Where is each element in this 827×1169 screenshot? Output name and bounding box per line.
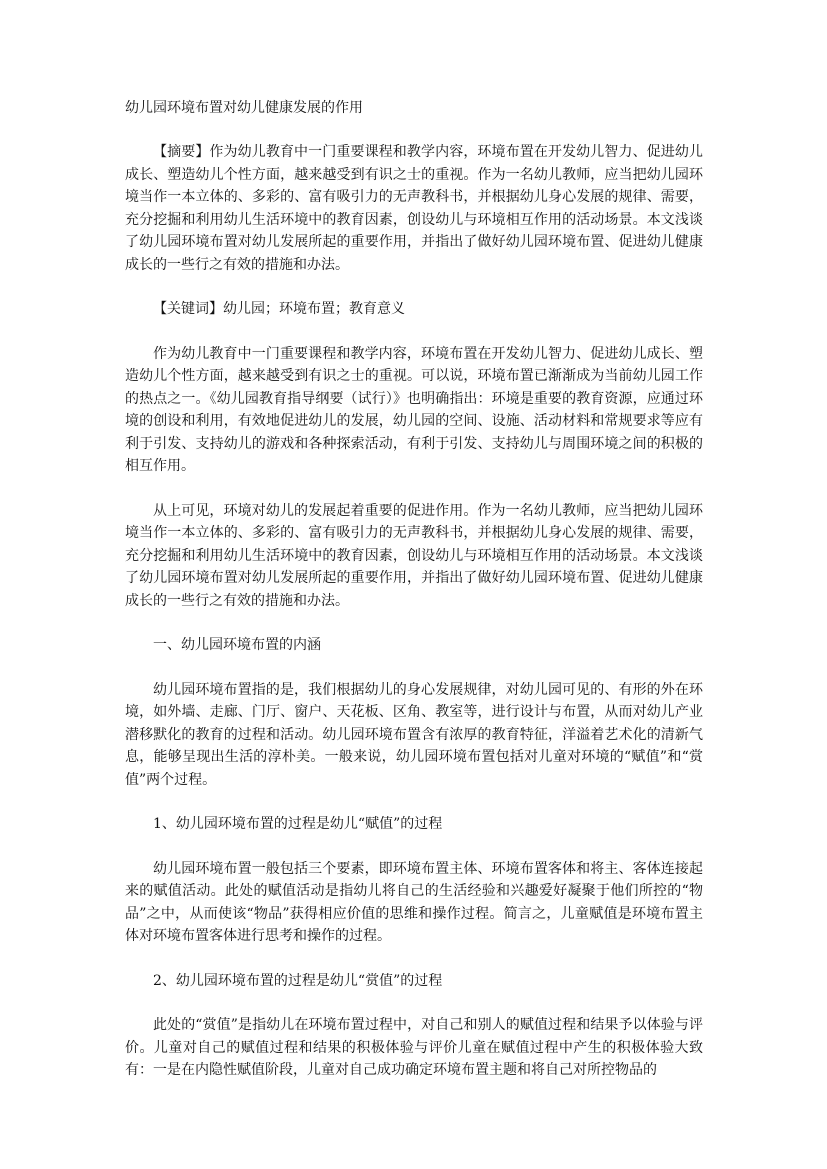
body-paragraph: 此处的“赏值”是指幼儿在环境布置过程中，对自己和别人的赋值过程和结果予以体验与评价。儿童对自己的赋值过程和结果的积极体验与评价儿童在赋值过程中产生的积极体验大致有：一是在内隐性赋值阶段，儿童对自己成功确定环境布置主题和将自己对所控物品的 xyxy=(125,1017,703,1078)
document-title: 幼儿园环境布置对幼儿健康发展的作用 xyxy=(125,100,363,116)
abstract-paragraph: 【摘要】作为幼儿教育中一门重要课程和教学内容，环境布置在开发幼儿智力、促进幼儿成长、塑造幼儿个性方面，越来越受到有识之士的重视。作为一名幼儿教师，应当把幼儿园环境当作一本立体的、多彩的、富有吸引力的无声教科书，并根据幼儿身心发展的规律、需要，充分挖掘和利用幼儿生活环境中的教育因素，创设幼儿与环境相互作用的活动场景。本文浅谈了幼儿园环境布置对幼儿发展所起的重要作用，并指出了做好幼儿园环境布置、促进幼儿健康成长的一些行之有效的措施和办法。 xyxy=(125,144,703,273)
body-paragraph: 幼儿园环境布置指的是，我们根据幼儿的身心发展规律，对幼儿园可见的、有形的外在环境，如外墙、走廊、门厅、窗户、天花板、区角、教室等，进行设计与布置，从而对幼儿产业潜移默化的教育的过程和活动。幼儿园环境布置含有浓厚的教育特征，洋溢着艺术化的清新气息，能够呈现出生活的淳朴美。一般来说，幼儿园环境布置包括对儿童对环境的“赋值”和“赏值”两个过程。 xyxy=(125,681,703,788)
subsection-heading: 2、幼儿园环境布置的过程是幼儿“赏值”的过程 xyxy=(153,972,443,989)
body-paragraph: 从上可见，环境对幼儿的发展起着重要的促进作用。作为一名幼儿教师，应当把幼儿园环境当作一本立体的、多彩的、富有吸引力的无声教科书，并根据幼儿身心发展的规律、需要，充分挖掘和利用幼儿生活环境中的教育因素，创设幼儿与环境相互作用的活动场景。本文浅谈了幼儿园环境布置对幼儿发展所起的重要作用，并指出了做好幼儿园环境布置、促进幼儿健康成长的一些行之有效的措施和办法。 xyxy=(125,502,703,609)
document-page xyxy=(125,97,703,1104)
section-heading: 一、幼儿园环境布置的内涵 xyxy=(153,637,321,653)
keywords-paragraph: 【关键词】幼儿园；环境布置；教育意义 xyxy=(153,301,405,317)
body-paragraph: 幼儿园环境布置一般包括三个要素，即环境布置主体、环境布置客体和将主、客体连接起来的赋值活动。此处的赋值活动是指幼儿将自己的生活经验和兴趣爱好凝聚于他们所控的“物品”之中，从而使该“物品”获得相应价值的思维和操作过程。简言之，儿童赋值是环境布置主体对环境布置客体进行思考和操作的过程。 xyxy=(125,860,703,944)
body-paragraph: 作为幼儿教育中一门重要课程和教学内容，环境布置在开发幼儿智力、促进幼儿成长、塑造幼儿个性方面，越来越受到有识之士的重视。可以说，环境布置已渐渐成为当前幼儿园工作的热点之一。《幼儿园教育指导纲要（试行）》也明确指出：环境是重要的教育资源，应通过环境的创设和利用，有效地促进幼儿的发展，幼儿园的空间、设施、活动材料和常规要求等应有利于引发、支持幼儿的游戏和各种探索活动，有利于引发、支持幼儿与周围环境之间的积极的相互作用。 xyxy=(125,345,703,474)
subsection-heading: 1、幼儿园环境布置的过程是幼儿“赋值”的过程 xyxy=(153,816,443,832)
